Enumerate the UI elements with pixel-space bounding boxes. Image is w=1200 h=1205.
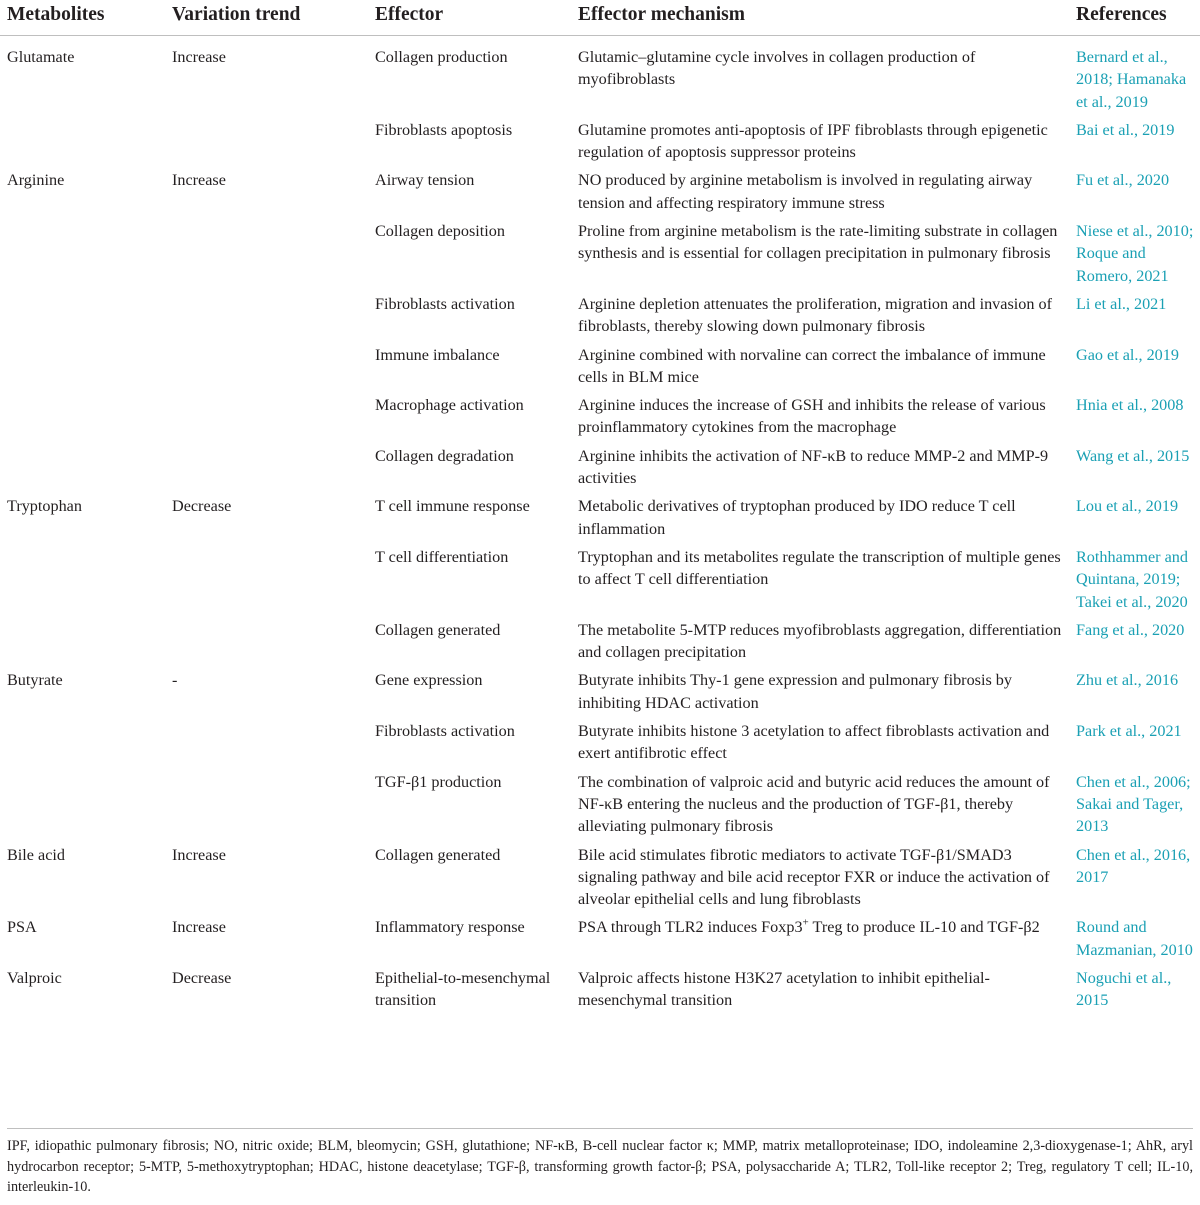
table-row: [0, 844, 1200, 917]
effector-cell: Airway tension: [375, 171, 475, 190]
table-row: [0, 967, 1200, 1020]
effector-cell: T cell immune response: [375, 497, 530, 516]
table-row: [0, 293, 1200, 344]
table-row: [0, 220, 1200, 293]
mechanism-cell: Bile acid stimulates fibrotic mediators to activate TGF-β1/SMAD3 signaling pathway and bile acid receptor FXR or induce the activation of alveolar epithelial cells and lung fibroblasts: [578, 845, 1050, 909]
metabolite-cell: [0, 220, 164, 293]
reference-link[interactable]: Niese et al., 2010; Roque and Romero, 2021: [1076, 222, 1194, 285]
effector-cell: Collagen generated: [375, 620, 501, 639]
mechanism-cell: Arginine induces the increase of GSH and inhibits the release of various proinflammatory cytokines from the macrophage: [578, 396, 1046, 437]
mechanism-cell: Metabolic derivatives of tryptophan produced by IDO reduce T cell inflammation: [578, 497, 1016, 538]
table-row: [0, 36, 1200, 119]
mechanism-cell: Proline from arginine metabolism is the rate-limiting substrate in collagen synthesis and is essential for collagen precipitation in pulmonary fibrosis: [578, 222, 1058, 263]
mechanism-cell: The metabolite 5-MTP reduces myofibroblasts aggregation, differentiation and collagen precipitation: [578, 620, 1062, 662]
trend-cell: [164, 220, 367, 293]
mechanism-text: PSA through TLR2 induces Foxp3: [578, 918, 803, 937]
metabolite-cell: [0, 720, 164, 771]
trend-cell: Increase: [172, 845, 226, 864]
metabolite-cell: [0, 445, 164, 496]
reference-link[interactable]: Park et al., 2021: [1076, 722, 1182, 741]
metabolite-cell: Butyrate: [7, 671, 63, 690]
reference-link[interactable]: Li et al., 2021: [1076, 294, 1167, 313]
metabolite-cell: Tryptophan: [7, 497, 82, 516]
mechanism-cell: Glutamine promotes anti-apoptosis of IPF fibroblasts through epigenetic regulation of apoptosis suppressor proteins: [578, 120, 1048, 162]
trend-cell: [164, 619, 367, 670]
trend-cell: Decrease: [172, 497, 232, 516]
mechanism-cell: Glutamic–glutamine cycle involves in collagen production of myofibroblasts: [578, 48, 976, 89]
effector-cell: Collagen generated: [375, 845, 501, 864]
trend-cell: -: [172, 671, 178, 690]
table-row: [0, 119, 1200, 170]
effector-cell: Fibroblasts activation: [375, 722, 515, 741]
trend-cell: Increase: [172, 918, 226, 937]
metabolite-cell: Glutamate: [7, 48, 75, 66]
table-row: [0, 669, 1200, 720]
effector-cell: Collagen degradation: [375, 446, 514, 465]
mechanism-text: Treg to produce IL-10 and TGF-β2: [808, 918, 1040, 937]
header-variation-trend: Variation trend: [164, 0, 367, 36]
header-metabolites: Metabolites: [0, 0, 164, 36]
effector-cell: Collagen deposition: [375, 222, 505, 241]
reference-link[interactable]: Zhu et al., 2016: [1076, 671, 1179, 690]
metabolite-cell: [0, 546, 164, 619]
header-effector-mechanism: Effector mechanism: [570, 0, 1070, 36]
metabolite-cell: PSA: [7, 918, 37, 937]
header-row: [0, 0, 1200, 36]
trend-cell: Increase: [172, 171, 226, 190]
reference-link[interactable]: Fu et al., 2020: [1076, 171, 1170, 190]
mechanism-cell: Valproic affects histone H3K27 acetylation to inhibit epithelial-mesenchymal transition: [578, 968, 990, 1010]
table-row: [0, 169, 1200, 220]
trend-cell: [164, 445, 367, 496]
table-row: [0, 344, 1200, 395]
mechanism-cell: Arginine depletion attenuates the proliferation, migration and invasion of fibroblasts, thereby slowing down pulmonary fibrosis: [578, 294, 1052, 336]
effector-cell: Immune imbalance: [375, 345, 500, 364]
trend-cell: [164, 720, 367, 771]
reference-link[interactable]: Bernard et al., 2018; Hamanaka et al., 2019: [1076, 48, 1187, 111]
reference-link[interactable]: Bai et al., 2019: [1076, 120, 1175, 139]
trend-cell: [164, 546, 367, 619]
metabolite-cell: [0, 619, 164, 670]
effector-cell: Collagen production: [375, 48, 508, 66]
table-row: [0, 445, 1200, 496]
table-row: [0, 546, 1200, 619]
metabolite-cell: Bile acid: [7, 845, 65, 864]
metabolite-cell: [0, 293, 164, 344]
effector-cell: Epithelial-to-mesenchymal transition: [375, 968, 551, 1010]
header-references: References: [1070, 0, 1200, 36]
effector-cell: Gene expression: [375, 671, 483, 690]
reference-link[interactable]: Chen et al., 2016, 2017: [1076, 845, 1191, 886]
trend-cell: Decrease: [172, 968, 232, 987]
reference-link[interactable]: Fang et al., 2020: [1076, 620, 1185, 639]
mechanism-cell: The combination of valproic acid and butyric acid reduces the amount of NF-κB entering the nucleus and the production of TGF-β1, thereby alleviating pulmonary fibrosis: [578, 772, 1050, 836]
reference-link[interactable]: Rothhammer and Quintana, 2019; Takei et al., 2020: [1076, 547, 1188, 611]
mechanism-cell: Butyrate inhibits Thy-1 gene expression and pulmonary fibrosis by inhibiting HDAC activation: [578, 671, 1012, 712]
metabolite-cell: [0, 771, 164, 844]
header-effector: Effector: [367, 0, 570, 36]
metabolite-cell: [0, 119, 164, 170]
metabolite-cell: [0, 344, 164, 395]
table-header: [0, 0, 1200, 36]
effector-cell: TGF-β1 production: [375, 772, 502, 791]
trend-cell: [164, 119, 367, 170]
reference-link[interactable]: Hnia et al., 2008: [1076, 396, 1184, 415]
effector-cell: Macrophage activation: [375, 396, 524, 415]
table-footnote: IPF, idiopathic pulmonary fibrosis; NO, nitric oxide; BLM, bleomycin; GSH, glutathione; NF-κB, B-cell nuclear factor κ; MMP, matrix metalloproteinase; IDO, indoleamine 2,3-dioxygenase-1; AhR, aryl hydrocarbon receptor; 5-MTP, 5-methoxytryptophan; HDAC, histone deacetylase; TGF-β, transforming growth factor-β; PSA, polysaccharide A; TLR2, Toll-like receptor 2; Treg, regulatory T cell; IL-10, interleukin-10.: [7, 1128, 1193, 1198]
effector-cell: Fibroblasts activation: [375, 294, 515, 313]
metabolite-cell: Valproic: [7, 968, 62, 987]
table-row: [0, 394, 1200, 445]
table-row: [0, 720, 1200, 771]
table-row: [0, 619, 1200, 670]
trend-cell: [164, 771, 367, 844]
trend-cell: [164, 293, 367, 344]
mechanism-cell: NO produced by arginine metabolism is involved in regulating airway tension and affecting respiratory immune stress: [578, 171, 1033, 212]
reference-link[interactable]: Wang et al., 2015: [1076, 446, 1190, 465]
trend-cell: [164, 344, 367, 395]
metabolite-cell: [0, 394, 164, 445]
effector-cell: T cell differentiation: [375, 547, 509, 566]
reference-link[interactable]: Round and Mazmanian, 2010: [1076, 918, 1193, 959]
mechanism-cell: Tryptophan and its metabolites regulate the transcription of multiple genes to affect T cell differentiation: [578, 547, 1061, 589]
metabolite-cell: Arginine: [7, 171, 65, 190]
mechanism-cell: [570, 916, 1070, 967]
mechanism-cell: Butyrate inhibits histone 3 acetylation to affect fibroblasts activation and exert antifibrotic effect: [578, 722, 1050, 763]
trend-cell: Increase: [172, 48, 226, 66]
reference-link[interactable]: Lou et al., 2019: [1076, 497, 1179, 516]
reference-link[interactable]: Gao et al., 2019: [1076, 345, 1179, 364]
reference-link[interactable]: Chen et al., 2006; Sakai and Tager, 2013: [1076, 772, 1191, 836]
mechanism-cell: Arginine combined with norvaline can correct the imbalance of immune cells in BLM mice: [578, 345, 1046, 386]
reference-link[interactable]: Noguchi et al., 2015: [1076, 968, 1172, 1010]
mechanism-cell: Arginine inhibits the activation of NF-κB to reduce MMP-2 and MMP-9 activities: [578, 446, 1049, 488]
table-body: [0, 36, 1200, 1020]
table-row: [0, 916, 1200, 967]
superscript-plus: +: [802, 917, 809, 929]
effector-cell: Fibroblasts apoptosis: [375, 120, 513, 139]
table-row: [0, 771, 1200, 844]
table-row: [0, 495, 1200, 546]
trend-cell: [164, 394, 367, 445]
effector-cell: Inflammatory response: [375, 918, 525, 937]
